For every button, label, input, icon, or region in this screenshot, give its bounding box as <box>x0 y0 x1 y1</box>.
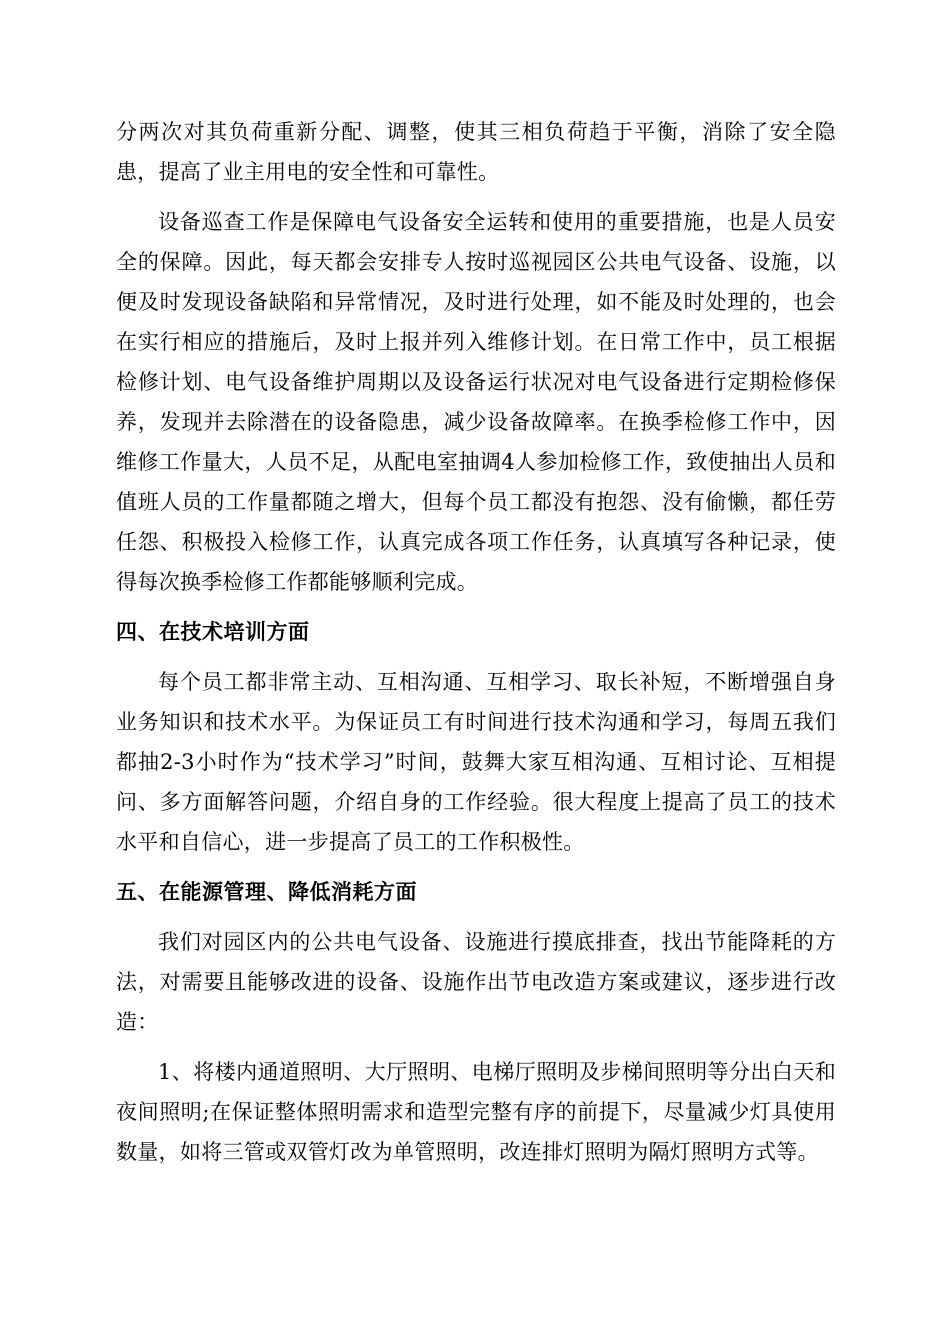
section-heading-technical-training: 四、在技术培训方面 <box>116 620 310 644</box>
section-heading-energy-management: 五、在能源管理、降低消耗方面 <box>116 880 417 904</box>
document-body <box>116 112 836 1182</box>
paragraph-energy-survey: 我们对园区内的公共电气设备、设施进行摸底排查，找出节能降耗的方法，对需要且能够改进的设备、设施作出节电改造方案或建议，逐步进行改造： <box>116 930 836 1034</box>
paragraph-lighting-measures: 1、将楼内通道照明、大厅照明、电梯厅照明及步梯间照明等分出白天和夜间照明;在保证整体照明需求和造型完整有序的前提下，尽量减少灯具使用数量，如将三管或双管灯改为单管照明，改连排灯照明为隔灯照明方式等。 <box>116 1060 836 1164</box>
paragraph-technical-training: 每个员工都非常主动、互相沟通、互相学习、取长补短，不断增强自身业务知识和技术水平。为保证员工有时间进行技术沟通和学习，每周五我们都抽2-3小时作为“技术学习”时间，鼓舞大家互相沟通、互相讨论、互相提问、多方面解答问题，介绍自身的工作经验。很大程度上提高了员工的技术水平和自信心，进一步提高了员工的工作积极性。 <box>116 670 836 854</box>
paragraph-equipment-inspection: 设备巡查工作是保障电气设备安全运转和使用的重要措施，也是人员安全的保障。因此，每天都会安排专人按时巡视园区公共电气设备、设施，以便及时发现设备缺陷和异常情况，及时进行处理，如不能及时处理的，也会在实行相应的措施后，及时上报并列入维修计划。在日常工作中，员工根据检修计划、电气设备维护周期以及设备运行状况对电气设备进行定期检修保养，发现并去除潜在的设备隐患，减少设备故障率。在换季检修工作中，因维修工作量大，人员不足，从配电室抽调4人参加检修工作，致使抽出人员和值班人员的工作量都随之增大，但每个员工都没有抱怨、没有偷懒，都任劳任怨、积极投入检修工作，认真完成各项工作任务，认真填写各种记录，使得每次换季检修工作都能够顺利完成。 <box>116 210 836 594</box>
paragraph-load-balancing: 分两次对其负荷重新分配、调整，使其三相负荷趋于平衡，消除了安全隐患，提高了业主用电的安全性和可靠性。 <box>116 120 836 184</box>
